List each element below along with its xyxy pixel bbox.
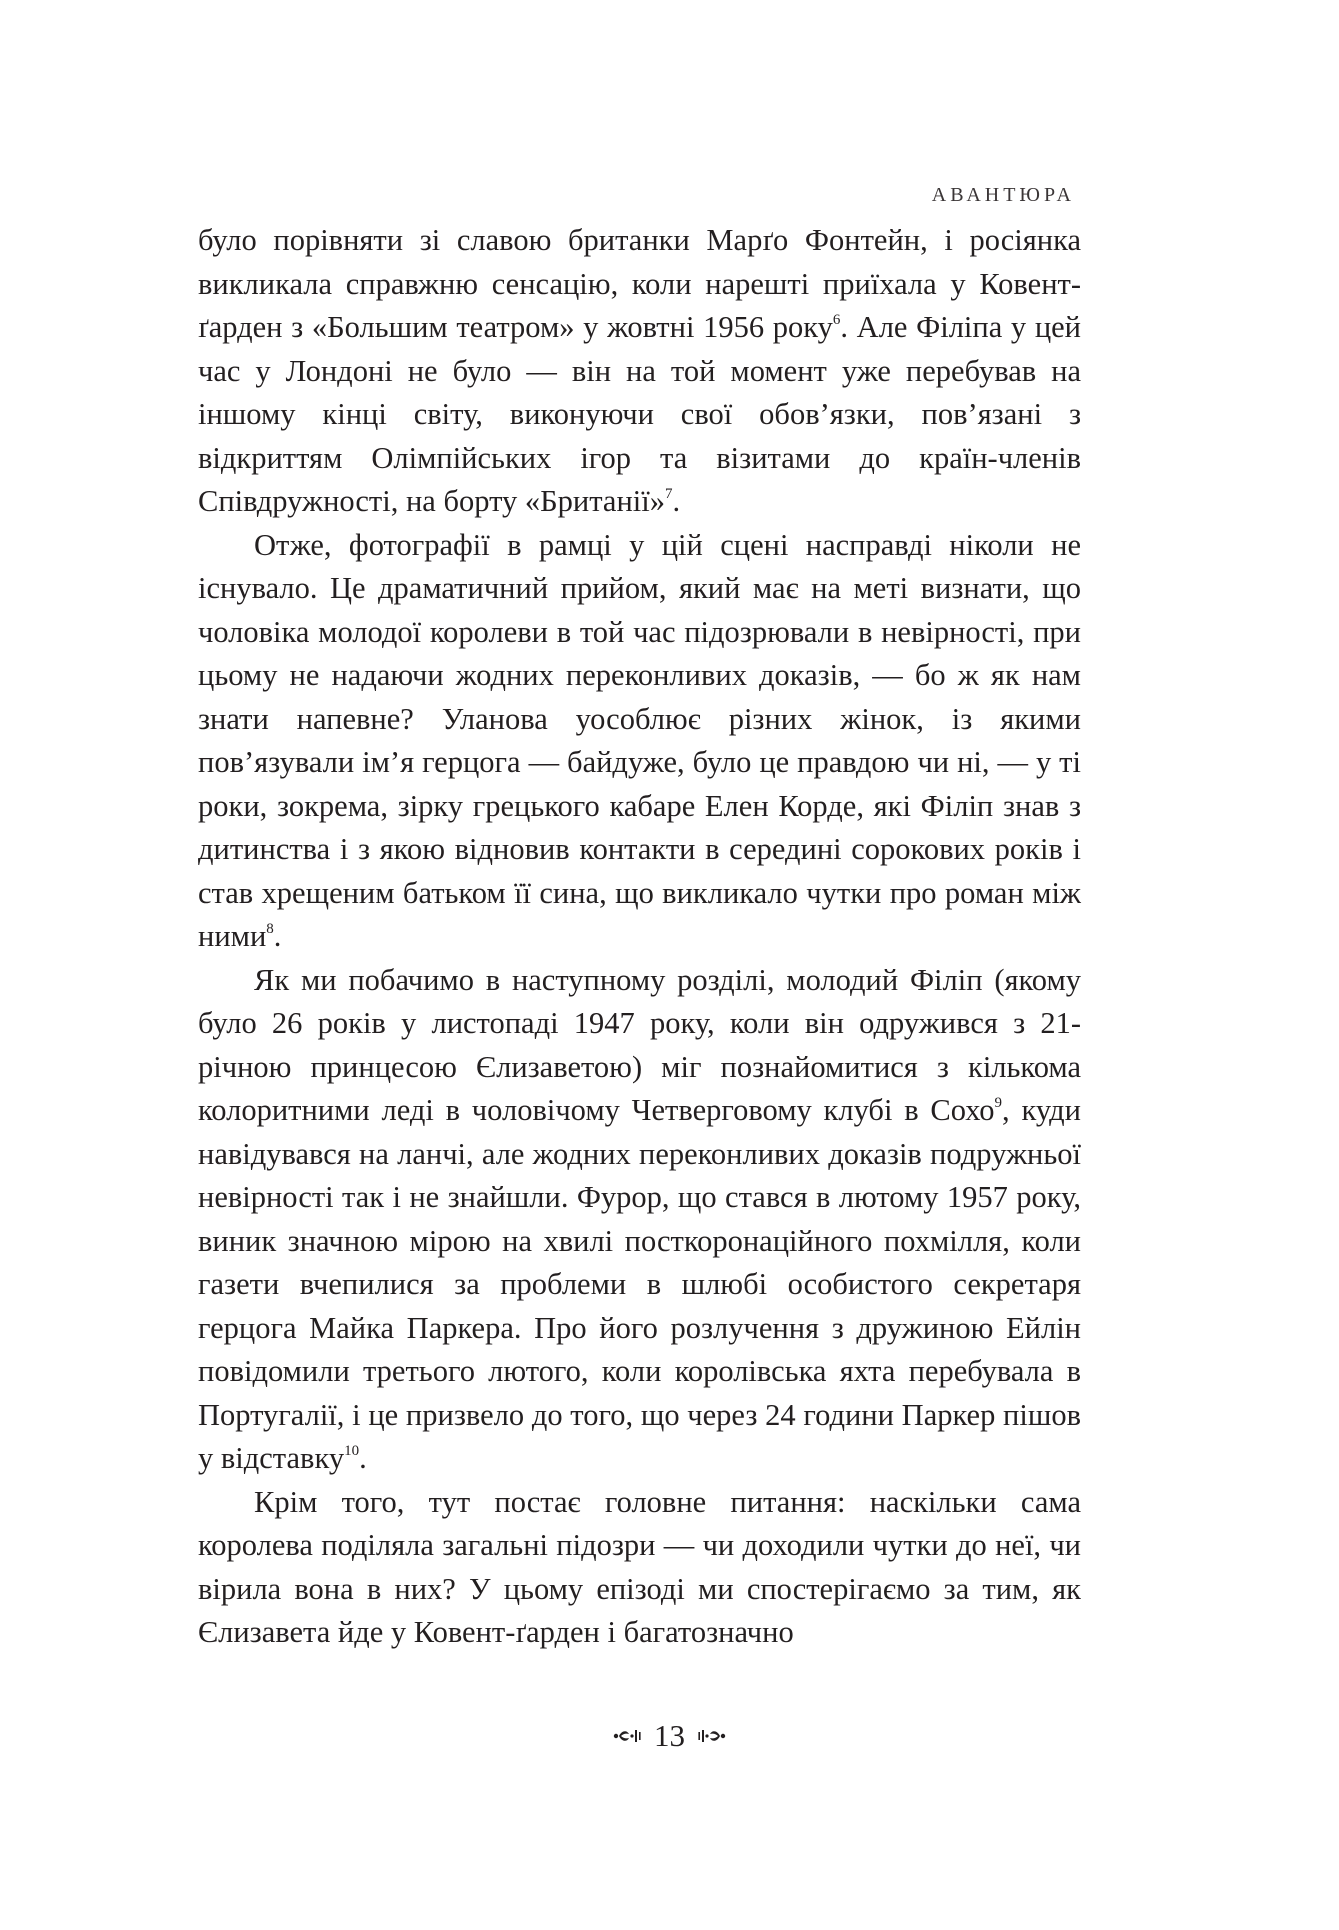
paragraph-1 [198, 219, 1081, 524]
text-run: . [273, 919, 282, 953]
footnote-ref-7[interactable]: 7 [665, 485, 673, 502]
footnote-ref-6[interactable]: 6 [832, 311, 841, 328]
paragraph-4 [198, 1481, 1081, 1655]
footnote-ref-9[interactable]: 9 [994, 1094, 1003, 1111]
paragraph-3 [198, 959, 1081, 1481]
running-head: АВАНТЮРА [931, 184, 1075, 206]
text-run: . [359, 1441, 367, 1475]
floral-ornament-right-icon [697, 1725, 727, 1747]
text-run: . Але Філіпа у цей час у Лондоні не було — він на той момент уже перебував на іншому кінці світу, виконуючи свої обов’язки, пов’язані з відкриттям Олімпійських ігор та візитами до країн-членів Співдружності, на борту «Британії» [198, 310, 1082, 518]
text-run: Як ми побачимо в наступному розділі, молодий Філіп (якому було 26 років у листопаді 1947 року, коли він одружився з 21-річною принцесою Єлизаветою) міг познайомитися з кількома колоритними леді в чоловічому Четверговому клубі в Сохо [198, 962, 1081, 1127]
floral-ornament-left-icon [612, 1725, 642, 1747]
text-run: . [672, 484, 681, 518]
footnote-ref-8[interactable]: 8 [266, 920, 274, 937]
page-number: 13 [654, 1718, 685, 1753]
text-run: , куди навідувався на ланчі, але жодних переконливих доказів подружньої невірності так і не знайшли. Фурор, що стався в лютому 1957 року, виник значною мірою на хвилі посткоронаційного похмілля, коли газети вчепилися за проблеми в шлюбі особистого секретаря герцога Майка Паркера. Про його розлучення з дружиною Ейлін повідомили третього лютого, коли королівська яхта перебувала в Португалії, і це призвело до того, що через 24 години Паркер пішов у відставку [198, 1093, 1081, 1475]
body-text [198, 219, 1081, 1655]
text-run: Отже, фотографії в рамці у цій сцені насправді ніколи не існувало. Це драматичний прийом, який має на меті визнати, що чоловіка молодої королеви в той час підозрювали в невірності, при цьому не надаючи жодних переконливих доказів, — бо ж як нам знати напевне? Уланова уособлює різних жінок, із якими пов’язували ім’я герцога — байдуже, було це правдою чи ні, — у ті роки, зокрема, зірку грецького кабаре Елен Корде, які Філіп знав з дитинства і з якою відновив контакти в середині сорокових років і став хрещеним батьком її сина, що викликало чутки про роман між ними [198, 527, 1081, 953]
text-run: було порівняти зі славою британки Марґо Фонтейн, і росіянка викликала справжню сенсацію, коли нарешті приїхала у Ковент-ґарден з «Большим театром» у жовтні 1956 року [198, 223, 1081, 344]
page-footer [0, 1718, 1339, 1754]
footnote-ref-10[interactable]: 10 [344, 1442, 360, 1459]
paragraph-2 [198, 524, 1081, 959]
text-run: Крім того, тут постає головне питання: наскільки сама королева поділяла загальні підозри — чи доходили чутки до неї, чи вірила вона в них? У цьому епізоді ми спостерігаємо за тим, як Єлизавета йде у Ковент-ґарден і багатозначно [198, 1484, 1081, 1649]
